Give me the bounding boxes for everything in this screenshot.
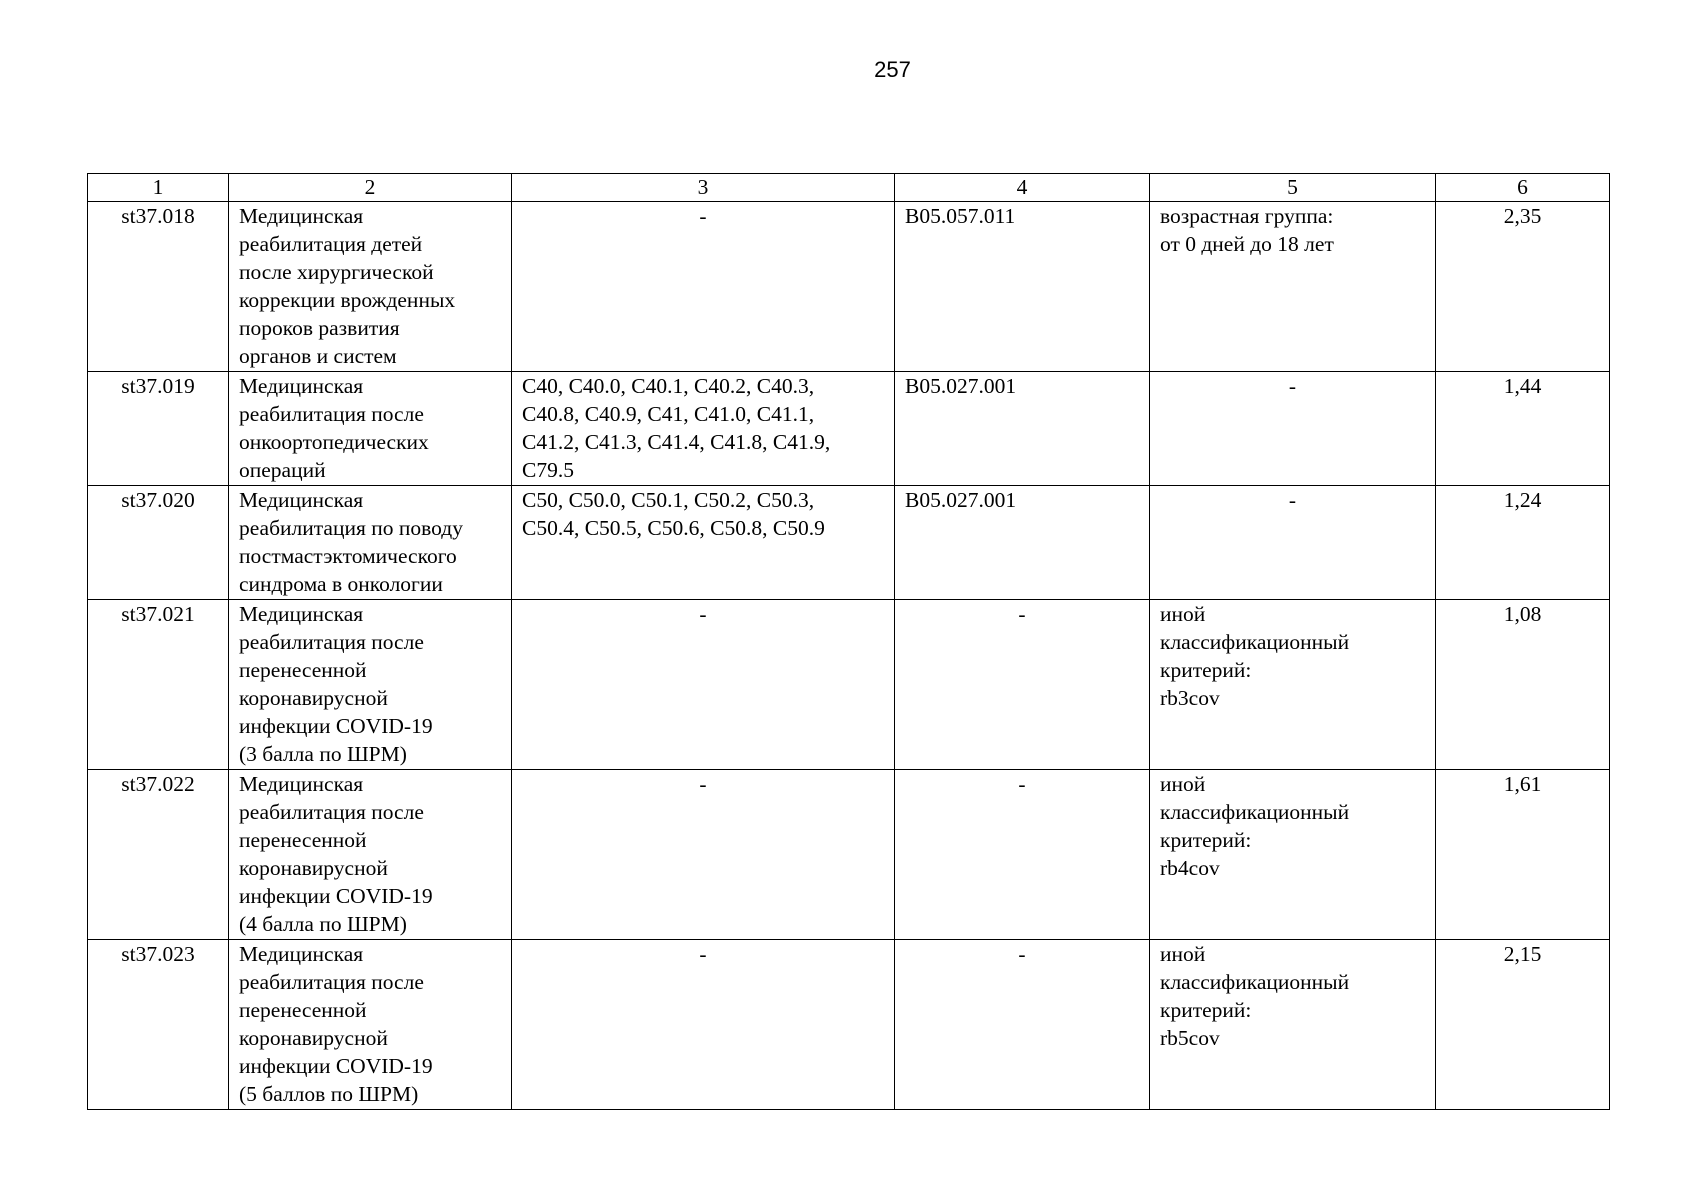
ksg-name: Медицинская реабилитация детей после хирургической коррекции врожденных пороков развития органов и систем <box>229 202 512 372</box>
table-row <box>88 486 1610 600</box>
coefficient: 1,24 <box>1436 486 1610 600</box>
column-header: 2 <box>229 174 512 202</box>
diagnosis-codes: - <box>512 600 895 770</box>
coefficient: 1,61 <box>1436 770 1610 940</box>
table-row <box>88 600 1610 770</box>
other-criteria: иной классификационный критерий: rb3cov <box>1150 600 1436 770</box>
other-criteria: возрастная группа: от 0 дней до 18 лет <box>1150 202 1436 372</box>
coefficient: 2,15 <box>1436 940 1610 1110</box>
page-number: 257 <box>874 57 911 82</box>
ksg-code: st37.020 <box>88 486 229 600</box>
service-codes: B05.057.011 <box>895 202 1150 372</box>
ksg-name: Медицинская реабилитация после онкоортопедических операций <box>229 372 512 486</box>
diagnosis-codes: - <box>512 202 895 372</box>
ksg-name: Медицинская реабилитация после перенесенной коронавирусной инфекции COVID-19 (5 баллов по ШРМ) <box>229 940 512 1110</box>
diagnosis-codes: C40, C40.0, C40.1, C40.2, C40.3, C40.8, C40.9, C41, C41.0, C41.1, C41.2, C41.3, C41.4, C41.8, C41.9, C79.5 <box>512 372 895 486</box>
table-row <box>88 940 1610 1110</box>
service-codes: B05.027.001 <box>895 372 1150 486</box>
other-criteria: иной классификационный критерий: rb5cov <box>1150 940 1436 1110</box>
coefficient: 2,35 <box>1436 202 1610 372</box>
other-criteria: - <box>1150 486 1436 600</box>
diagnosis-codes: - <box>512 940 895 1110</box>
table-row <box>88 372 1610 486</box>
service-codes: - <box>895 770 1150 940</box>
ksg-name: Медицинская реабилитация после перенесенной коронавирусной инфекции COVID-19 (3 балла по ШРМ) <box>229 600 512 770</box>
ksg-code: st37.023 <box>88 940 229 1110</box>
ksg-code: st37.018 <box>88 202 229 372</box>
diagnosis-codes: - <box>512 770 895 940</box>
table-header-row <box>88 174 1610 202</box>
column-header: 3 <box>512 174 895 202</box>
column-header: 5 <box>1150 174 1436 202</box>
ksg-table <box>87 173 1610 1110</box>
ksg-code: st37.019 <box>88 372 229 486</box>
table-row <box>88 202 1610 372</box>
coefficient: 1,08 <box>1436 600 1610 770</box>
column-header: 4 <box>895 174 1150 202</box>
column-header: 6 <box>1436 174 1610 202</box>
coefficient: 1,44 <box>1436 372 1610 486</box>
service-codes: - <box>895 940 1150 1110</box>
ksg-code: st37.021 <box>88 600 229 770</box>
service-codes: - <box>895 600 1150 770</box>
table-row <box>88 770 1610 940</box>
ksg-code: st37.022 <box>88 770 229 940</box>
ksg-name: Медицинская реабилитация после перенесенной коронавирусной инфекции COVID-19 (4 балла по ШРМ) <box>229 770 512 940</box>
other-criteria: иной классификационный критерий: rb4cov <box>1150 770 1436 940</box>
diagnosis-codes: C50, C50.0, C50.1, C50.2, C50.3, C50.4, C50.5, C50.6, C50.8, C50.9 <box>512 486 895 600</box>
service-codes: B05.027.001 <box>895 486 1150 600</box>
column-header: 1 <box>88 174 229 202</box>
other-criteria: - <box>1150 372 1436 486</box>
ksg-name: Медицинская реабилитация по поводу постмастэктомического синдрома в онкологии <box>229 486 512 600</box>
